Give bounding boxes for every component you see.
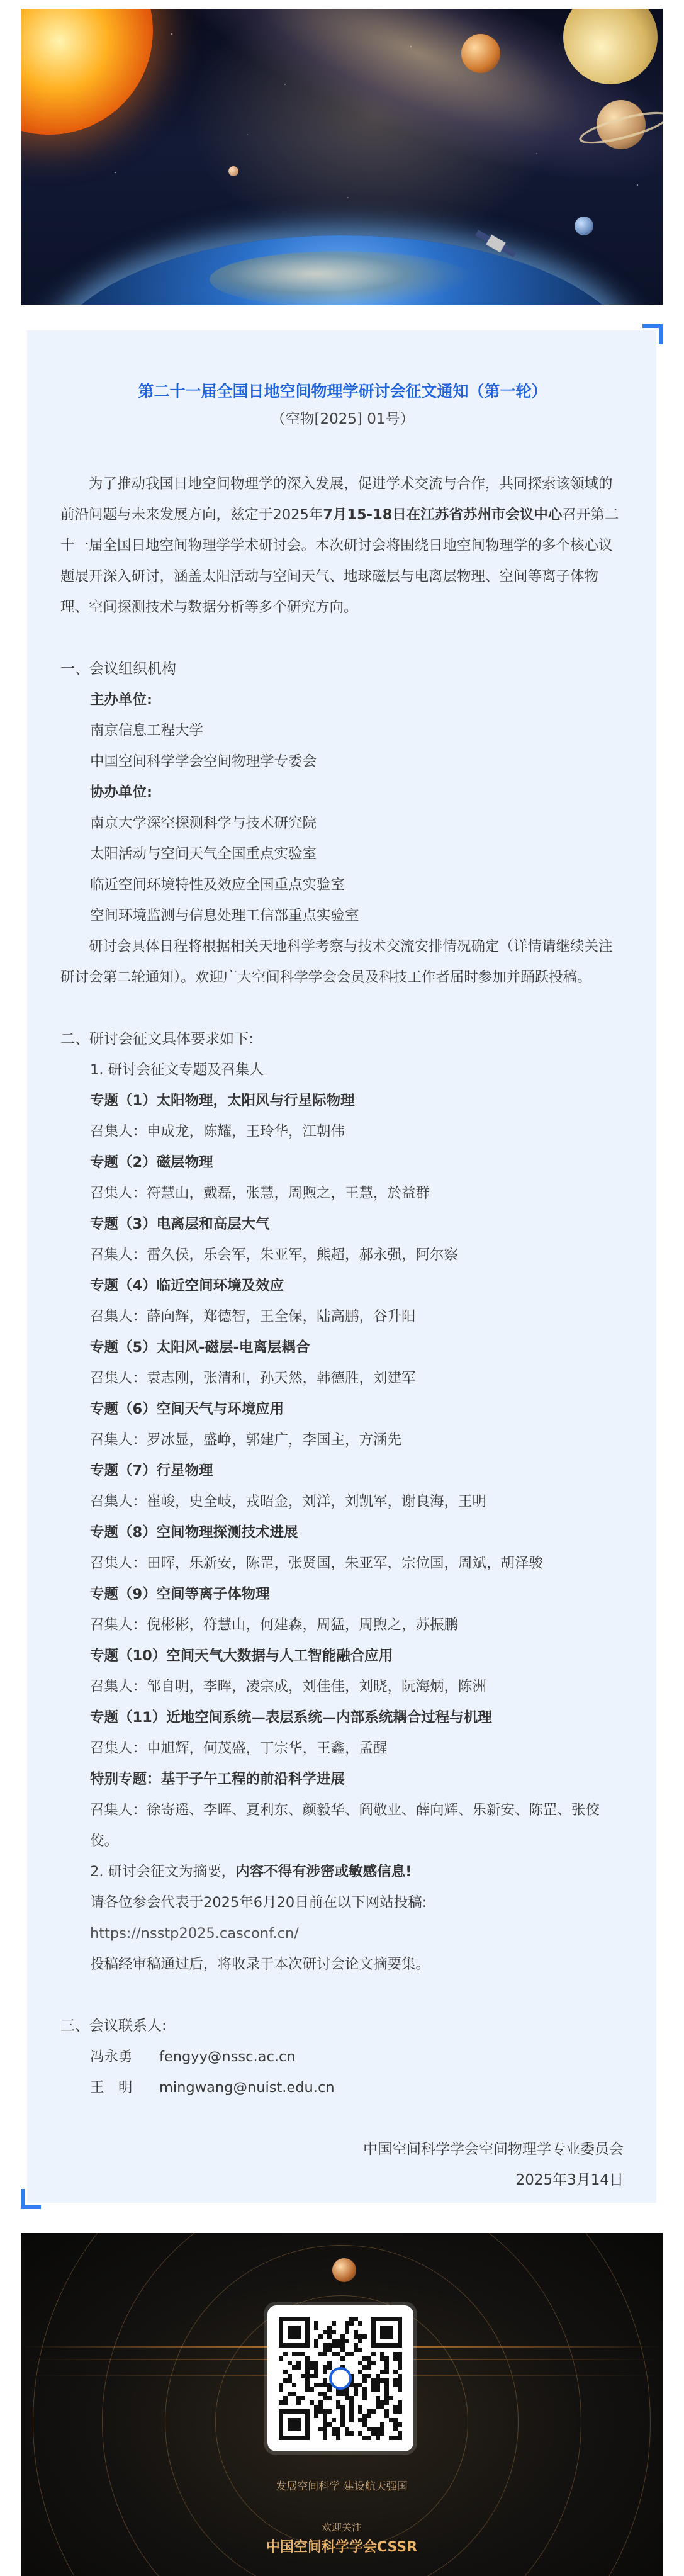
contact-name: 冯永勇: [90, 2049, 133, 2065]
planet-icon: [228, 166, 238, 176]
submit-instruction: 请各位参会代表于2025年6月20日前在以下网站投稿:: [90, 1894, 427, 1911]
topic-title: 专题（10）空间天气大数据与人工智能融合应用: [90, 1648, 393, 1664]
topic-title: 专题（5）太阳风-磁层-电离层耦合: [90, 1339, 310, 1356]
topic-title: 专题（8）空间物理探测技术进展: [90, 1524, 298, 1541]
topic-conveners: 召集人：申旭辉，何茂盛，丁宗华，王鑫，孟醒: [90, 1740, 388, 1757]
topic-conveners: 召集人：田晖，乐新安，陈罡，张贤国，朱亚军，宗位国，周斌，胡泽骏: [90, 1555, 544, 1572]
intro-date-place: 7月15-18日在江苏省苏州市会议中心: [323, 507, 563, 523]
warning-text: 内容不得有涉密或敏感信息!: [235, 1864, 412, 1880]
topic-title: 专题（9）空间等离子体物理: [90, 1586, 270, 1602]
header-banner-image: [21, 9, 663, 305]
submission-url[interactable]: https://nsstp2025.casconf.cn/: [90, 1925, 299, 1942]
host-item: 南京信息工程大学: [90, 723, 204, 739]
contact-email[interactable]: fengyy@nssc.ac.cn: [159, 2049, 296, 2065]
qr-code[interactable]: [267, 2305, 413, 2451]
topic-title: 专题（3）电离层和高层大气: [90, 1216, 270, 1232]
sub-heading: 1. 研讨会征文专题及召集人: [90, 1062, 264, 1078]
review-note: 投稿经审稿通过后，将收录于本次研讨会论文摘要集。: [90, 1956, 430, 1972]
topic-conveners: 召集人：雷久侯，乐会军，朱亚军，熊超，郝永强，阿尔察: [90, 1247, 459, 1263]
co-host-item: 太阳活动与空间天气全国重点实验室: [90, 846, 317, 862]
footer-banner: [21, 2233, 663, 2576]
topic-conveners: 召集人：徐寄遥、李晖、夏利东、颜毅华、阎敬业、薛向辉、乐新安、陈罡、张佼佼。: [90, 1802, 600, 1849]
corner-decoration: [642, 324, 663, 344]
qr-code-icon: [279, 2317, 402, 2440]
co-host-item: 空间环境监测与信息处理工信部重点实验室: [90, 908, 359, 924]
topic-title: 专题（7）行星物理: [90, 1463, 213, 1479]
contact-row: [60, 2042, 625, 2073]
footer-slogan: 发展空间科学 建设航天强国: [276, 2480, 408, 2493]
topic-title: 专题（2）磁层物理: [90, 1154, 213, 1171]
notice-card: [27, 330, 656, 2203]
topic-title: 专题（1）太阳物理，太阳风与行星际物理: [90, 1093, 355, 1109]
footer-org: 中国空间科学学会CSSR: [266, 2539, 418, 2555]
corner-decoration: [21, 2189, 41, 2209]
planet-icon: [332, 2258, 356, 2282]
contact-email[interactable]: mingwang@nuist.edu.cn: [159, 2079, 335, 2096]
host-label: 主办单位:: [90, 692, 152, 708]
intro-text: 召开第二十一届全国日地空间物理学学术研讨会。本次研讨会将围绕日地空间物理学的多个核心议题展开深入研讨，涵盖太阳活动与空间天气、地球磁层与电离层物理、空间等离子体物理、空间探测技术与数据分析等多个研究方向。: [60, 507, 619, 616]
schedule-note: 研讨会具体日程将根据相关天地科学考察与技术交流安排情况确定（详情请继续关注研讨会第二轮通知）。欢迎广大空间科学学会会员及科技工作者届时参加并踊跃投稿。: [60, 938, 613, 986]
planet-icon: [461, 34, 500, 73]
topic-title: 特别专题：基于子午工程的前沿科学进展: [90, 1771, 345, 1787]
notice-title: 第二十一届全国日地空间物理学研讨会征文通知（第一轮）: [138, 382, 547, 400]
co-host-item: 临近空间环境特性及效应全国重点实验室: [90, 877, 345, 893]
topic-conveners: 召集人：袁志刚，张清和，孙天然，韩德胜，刘建军: [90, 1370, 416, 1386]
co-host-item: 南京大学深空探测科学与技术研究院: [90, 815, 317, 831]
signature-org: 中国空间科学学会空间物理学专业委员会: [363, 2141, 624, 2157]
sub-heading: [60, 1857, 625, 1887]
host-item: 中国空间科学学会空间物理学专委会: [90, 753, 317, 770]
topic-conveners: 召集人：薛向辉，郑德智，王全保，陆高鹏，谷升阳: [90, 1308, 416, 1325]
contact-name: 王 明: [90, 2079, 133, 2096]
intro-paragraph: [60, 469, 625, 623]
topic-conveners: 召集人：崔峻，史全岐，戎昭金，刘洋，刘凯军，谢良海，王明: [90, 1493, 487, 1510]
topic-title: 专题（11）近地空间系统—表层系统—内部系统耦合过程与机理: [90, 1709, 492, 1726]
topic-title: 专题（4）临近空间环境及效应: [90, 1278, 284, 1294]
section-heading: 一、会议组织机构: [60, 661, 176, 677]
signature-date: 2025年3月14日: [515, 2172, 624, 2188]
co-host-label: 协办单位:: [90, 784, 152, 801]
topic-conveners: 召集人：申成龙，陈耀，王玲华，江朝伟: [90, 1123, 345, 1140]
topic-conveners: 召集人：符慧山，戴磊，张慧，周煦之，王慧，於益群: [90, 1185, 430, 1201]
topic-conveners: 召集人：邹自明，李晖，凌宗成，刘佳佳，刘晓，阮海炳，陈洲: [90, 1679, 487, 1695]
contact-row: [60, 2073, 625, 2103]
doc-number: （空物[2025] 01号）: [271, 411, 415, 427]
intro-text: 为了推动我国日地空间物理学的深入发展，促进学术交流与合作，共同探索该领域的前沿问题与未来发展方向，兹定于2025年: [60, 476, 613, 523]
section-heading: 三、会议联系人:: [60, 2018, 167, 2034]
section-heading: 二、研讨会征文具体要求如下:: [60, 1031, 254, 1047]
topic-conveners: 召集人：倪彬彬，符慧山，何建森，周猛，周煦之，苏振鹏: [90, 1617, 459, 1633]
topic-title: 专题（6）空间天气与环境应用: [90, 1401, 284, 1417]
earth-land: [210, 251, 474, 305]
footer-follow: 欢迎关注: [321, 2521, 362, 2533]
topic-conveners: 召集人：罗冰显，盛峥，郭建广，李国主，方涵先: [90, 1432, 402, 1448]
sub-heading-text: 2. 研讨会征文为摘要，: [90, 1864, 236, 1880]
planet-icon: [575, 217, 593, 235]
